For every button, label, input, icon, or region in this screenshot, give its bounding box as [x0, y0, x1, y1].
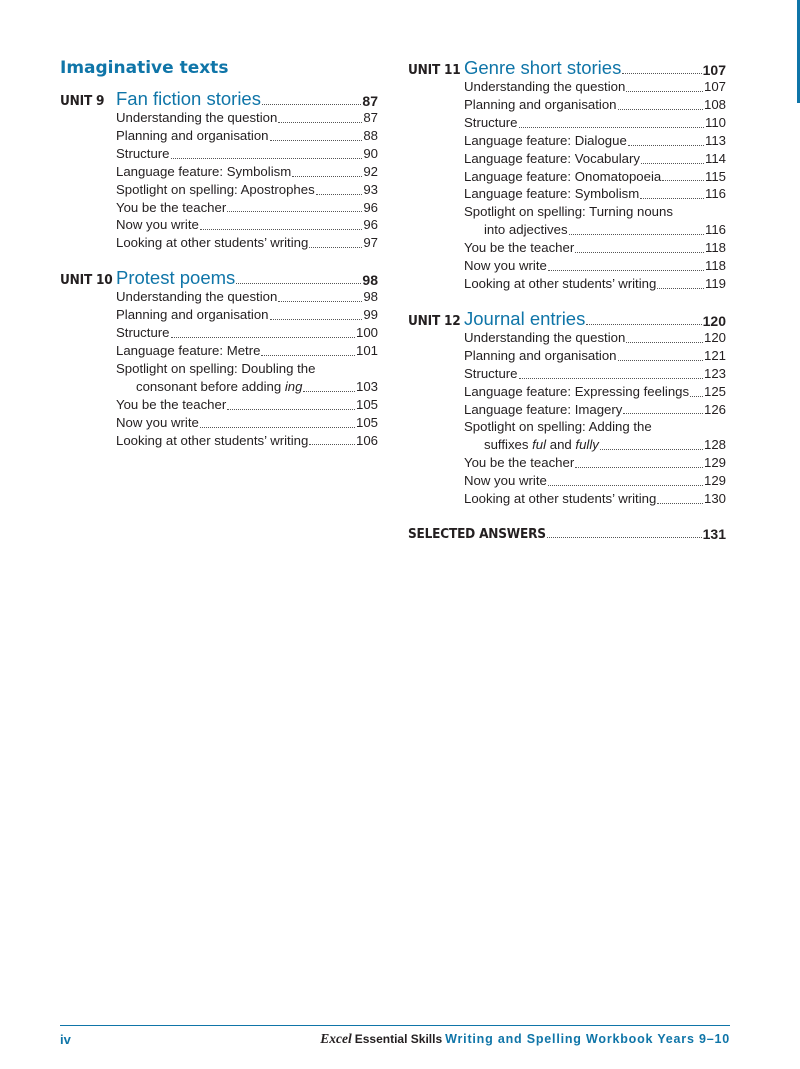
toc-entry-page: 93: [363, 181, 378, 197]
dot-leader: [292, 176, 362, 177]
dot-leader: [640, 198, 704, 199]
unit-block: [60, 266, 378, 449]
toc-entry-label: Understanding the question: [464, 79, 626, 94]
toc-entry[interactable]: [464, 114, 726, 132]
dot-leader: [316, 194, 363, 195]
toc-entry-label: Language feature: Symbolism: [464, 186, 640, 202]
toc-entry-page: 96: [363, 199, 378, 215]
toc-entry[interactable]: [464, 185, 726, 203]
toc-entry-label: Now you write: [116, 217, 199, 233]
unit-title: Protest poems: [116, 267, 236, 289]
unit-title: Genre short stories: [464, 57, 622, 78]
dot-leader: [227, 409, 355, 410]
toc-entry-page: 116: [704, 222, 726, 238]
label-text: suffixes: [484, 437, 533, 453]
unit-block: [408, 56, 726, 293]
toc-entry-page: 113: [704, 132, 726, 148]
unit-number: UNIT 11: [408, 62, 461, 78]
toc-entry[interactable]: [116, 216, 378, 234]
dot-leader: [575, 467, 703, 468]
toc-entry-continuation[interactable]: [464, 436, 726, 454]
toc-entry-page: 128: [703, 437, 726, 453]
toc-entry-page: 123: [703, 365, 726, 381]
dot-leader: [200, 229, 363, 230]
toc-entry-label: Understanding the question: [464, 329, 626, 345]
toc-entry[interactable]: [464, 454, 726, 472]
toc-entry-page: 107: [703, 79, 726, 94]
toc-entry-page: 120: [703, 329, 726, 345]
toc-entry-label: Spotlight on spelling: Apostrophes: [116, 181, 315, 197]
dot-leader: [641, 163, 704, 164]
toc-entry-label: Spotlight on spelling: Adding the: [464, 419, 652, 435]
toc-entry-page: 130: [703, 491, 726, 507]
unit-number: UNIT 12: [408, 312, 461, 329]
toc-entry[interactable]: [116, 234, 378, 252]
selected-answers-entry[interactable]: [408, 522, 726, 542]
page-folio: iv: [60, 1031, 71, 1047]
dot-leader: [569, 234, 704, 235]
dot-leader: [690, 396, 703, 397]
toc-entry-label: Language feature: Symbolism: [116, 163, 292, 179]
toc-entry-page: 100: [355, 325, 378, 341]
toc-entry-label: Now you write: [464, 258, 547, 274]
toc-entry-label-continued: [484, 221, 568, 239]
unit-heading[interactable]: [408, 307, 726, 329]
dot-leader: [171, 158, 363, 159]
toc-entry-page: 119: [704, 275, 726, 291]
toc-entry[interactable]: [464, 96, 726, 114]
toc-entry[interactable]: [464, 78, 726, 96]
unit-title: Fan fiction stories: [116, 88, 261, 109]
toc-entry-page: 92: [363, 163, 378, 179]
toc-entry-page: 116: [704, 186, 726, 202]
dot-leader: [270, 319, 363, 320]
toc-entry-page: 103: [355, 378, 378, 394]
toc-entry[interactable]: [116, 324, 378, 342]
toc-entry-label: Spotlight on spelling: Turning nouns: [464, 204, 673, 220]
toc-entry[interactable]: [464, 490, 726, 508]
toc-entry-page: 129: [703, 455, 726, 471]
toc-entry-label: Structure: [464, 114, 518, 130]
unit-number: UNIT 10: [60, 272, 113, 289]
toc-entry[interactable]: [116, 288, 378, 306]
toc-entry[interactable]: [116, 127, 378, 145]
unit-page-number: 107: [702, 62, 726, 78]
unit-heading[interactable]: [408, 56, 726, 78]
toc-entry-page: 87: [363, 110, 378, 125]
toc-entry-label: Planning and organisation: [464, 96, 617, 112]
toc-entry[interactable]: [116, 396, 378, 414]
toc-entry[interactable]: [116, 306, 378, 324]
toc-entry-page: 106: [355, 432, 378, 448]
toc-entry-page: 99: [363, 307, 378, 323]
toc-entry-label: You be the teacher: [464, 455, 575, 471]
series-name: Essential Skills: [354, 1032, 443, 1046]
toc-entry[interactable]: [464, 150, 726, 168]
section-title: Imaginative texts: [60, 58, 229, 78]
toc-entry-label: Understanding the question: [116, 110, 278, 125]
toc-entry-label: Planning and organisation: [116, 127, 269, 143]
toc-entry-label: Language feature: Dialogue: [464, 132, 627, 148]
book-title: Writing and Spelling Workbook Years 9–10: [445, 1032, 730, 1046]
toc-entry-label: You be the teacher: [116, 396, 227, 412]
toc-entry-label: Structure: [116, 325, 170, 341]
toc-entry-label: Language feature: Metre: [116, 342, 261, 358]
dot-leader: [662, 180, 704, 181]
unit-page-number: 120: [702, 312, 726, 329]
dot-leader: [657, 503, 703, 504]
dot-leader: [626, 342, 703, 343]
toc-entry[interactable]: [116, 109, 378, 127]
toc-entry-label: Planning and organisation: [464, 347, 617, 363]
unit-page-number: 87: [362, 93, 378, 109]
toc-entry[interactable]: [116, 432, 378, 450]
toc-entry-page: 97: [363, 235, 378, 251]
toc-entry-page: 105: [355, 414, 378, 430]
selected-answers-label: SELECTED ANSWERS: [408, 525, 546, 542]
dot-leader: [200, 427, 355, 428]
toc-entry[interactable]: [116, 360, 378, 378]
label-italic: ful: [532, 437, 547, 453]
label-text: consonant before adding: [136, 378, 285, 394]
label-text: and: [546, 437, 576, 453]
toc-entry-list: [464, 329, 726, 508]
toc-entry-label: You be the teacher: [464, 240, 575, 256]
selected-answers-page: 131: [702, 525, 726, 542]
dot-leader: [309, 444, 355, 445]
dot-leader: [626, 91, 703, 92]
toc-entry-page: 88: [363, 127, 378, 143]
toc-entry[interactable]: [464, 275, 726, 293]
dot-leader: [622, 73, 701, 74]
toc-entry[interactable]: [116, 342, 378, 360]
dot-leader: [548, 485, 703, 486]
toc-entry[interactable]: [464, 418, 726, 436]
toc-entry-page: 115: [704, 168, 726, 184]
toc-entry-label: You be the teacher: [116, 199, 227, 215]
toc-entry-label: Looking at other students’ writing: [116, 432, 309, 448]
dot-leader: [227, 211, 362, 212]
toc-entry-page: 125: [703, 383, 726, 399]
dot-leader: [171, 337, 355, 338]
toc-entry-continuation[interactable]: [116, 378, 378, 396]
toc-entry-page: 90: [363, 145, 378, 161]
dot-leader: [278, 122, 362, 123]
toc-entry-page: 105: [355, 396, 378, 412]
toc-entry[interactable]: [464, 472, 726, 490]
dot-leader: [309, 247, 362, 248]
dot-leader: [547, 537, 702, 538]
toc-entry-label: Looking at other students’ writing: [464, 275, 657, 291]
toc-entry-label: Language feature: Vocabulary: [464, 150, 640, 166]
toc-entry[interactable]: [464, 168, 726, 186]
toc-entry-label: Structure: [116, 145, 170, 161]
toc-entry[interactable]: [116, 199, 378, 217]
dot-leader: [278, 301, 362, 302]
toc-entry[interactable]: [116, 414, 378, 432]
toc-entry[interactable]: [464, 383, 726, 401]
dot-leader: [618, 109, 703, 110]
label-italic: fully: [575, 437, 599, 453]
toc-entry[interactable]: [464, 203, 726, 221]
toc-entry[interactable]: [464, 347, 726, 365]
toc-entry-label: Spotlight on spelling: Doubling the: [116, 360, 316, 376]
toc-entry[interactable]: [464, 257, 726, 275]
toc-entry[interactable]: [116, 145, 378, 163]
dot-leader: [623, 413, 703, 414]
toc-entry[interactable]: [116, 181, 378, 199]
footer-book-info: [320, 1031, 730, 1047]
toc-entry-list: [116, 288, 378, 449]
toc-entry-label: Language feature: Expressing feelings: [464, 383, 690, 399]
toc-entry-page: 118: [704, 258, 726, 274]
toc-entry-label: Language feature: Imagery: [464, 401, 623, 417]
dot-leader: [600, 449, 703, 450]
unit-title: Journal entries: [464, 307, 586, 329]
label-text: into adjectives: [484, 222, 568, 238]
footer-rule: [60, 1025, 730, 1026]
dot-leader: [657, 288, 704, 289]
toc-entry[interactable]: [464, 401, 726, 419]
dot-leader: [575, 252, 704, 253]
toc-entry-page: 129: [703, 473, 726, 489]
dot-leader: [303, 391, 355, 392]
toc-entry-label: Now you write: [116, 414, 199, 430]
toc-entry-page: 110: [704, 114, 726, 130]
toc-entry[interactable]: [464, 365, 726, 383]
toc-entry-page: 108: [703, 96, 726, 112]
toc-entry[interactable]: [464, 329, 726, 347]
toc-entry-page: 118: [704, 240, 726, 256]
unit-block: [408, 307, 726, 508]
unit-number: UNIT 9: [60, 93, 105, 109]
toc-entry-label-continued: [484, 436, 599, 454]
dot-leader: [628, 145, 704, 146]
unit-block: [60, 87, 378, 252]
dot-leader: [270, 140, 363, 141]
unit-heading[interactable]: [60, 266, 378, 288]
toc-entry-label: Structure: [464, 365, 518, 381]
toc-entry-continuation[interactable]: [464, 221, 726, 239]
toc-entry-page: 98: [363, 289, 378, 305]
dot-leader: [519, 378, 703, 379]
dot-leader: [236, 283, 361, 284]
unit-page-number: 98: [362, 272, 378, 289]
dot-leader: [586, 324, 701, 325]
toc-left-column: [60, 56, 378, 463]
toc-entry[interactable]: [464, 132, 726, 150]
dot-leader: [548, 270, 704, 271]
toc-entry-page: 121: [703, 347, 726, 363]
toc-entry-label: Understanding the question: [116, 289, 278, 305]
toc-entry-page: 114: [704, 150, 726, 166]
toc-entry-label: Looking at other students’ writing: [464, 491, 657, 507]
unit-heading[interactable]: [60, 87, 378, 109]
toc-entry-label: Language feature: Onomatopoeia: [464, 168, 662, 184]
toc-right-column: [408, 56, 726, 542]
dot-leader: [519, 127, 704, 128]
toc-entry-page: 126: [703, 401, 726, 417]
dot-leader: [261, 355, 355, 356]
toc-entry-label: Now you write: [464, 473, 547, 489]
toc-entry-label-continued: [136, 378, 302, 396]
label-italic: ing: [284, 378, 303, 394]
toc-entry-page: 101: [355, 342, 378, 358]
toc-entry[interactable]: [464, 239, 726, 257]
toc-entry-list: [116, 109, 378, 252]
page-footer: [60, 1030, 730, 1048]
brand-logo-text: Excel: [320, 1031, 352, 1046]
toc-entry-label: Planning and organisation: [116, 307, 269, 323]
toc-entry-label: Looking at other students’ writing: [116, 235, 309, 251]
dot-leader: [618, 360, 703, 361]
toc-entry-page: 96: [363, 217, 378, 233]
toc-entry[interactable]: [116, 163, 378, 181]
dot-leader: [262, 104, 361, 105]
toc-entry-list: [464, 78, 726, 293]
